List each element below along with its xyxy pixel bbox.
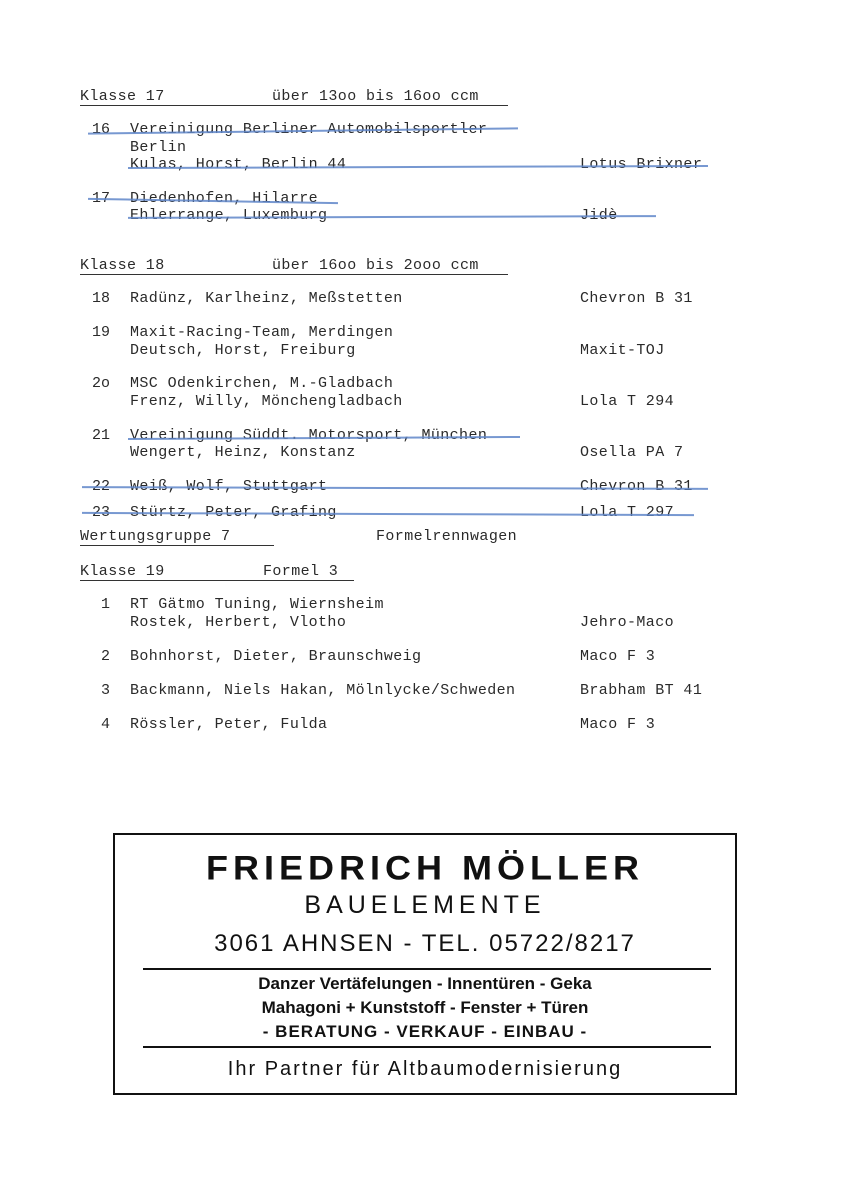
entry-car: Chevron B 31 [580, 478, 693, 495]
entry-team: Maxit-Racing-Team, Merdingen [130, 324, 394, 341]
klasse-18-label: Klasse 18 [80, 257, 165, 274]
entry-driver: Backmann, Niels Hakan, Mölnlycke/Schweden [130, 682, 516, 699]
ad-line3: - BERATUNG - VERKAUF - EINBAU - [262, 1022, 588, 1041]
entry-number: 23 [91, 504, 110, 521]
entry-number: 22 [91, 478, 110, 495]
entry-driver: Rössler, Peter, Fulda [130, 716, 328, 733]
entry-car: Maxit-TOJ [580, 342, 665, 359]
entry-team: RT Gätmo Tuning, Wiernsheim [130, 596, 384, 613]
klasse-19-label: Klasse 19 [80, 563, 165, 580]
entry-car: Lotus Brixner [580, 156, 703, 173]
advertisement-box [113, 833, 737, 1095]
ad-slogan: Ihr Partner für Altbaumodernisierung [227, 1058, 623, 1080]
ad-line2: Mahagoni + Kunststoff - Fenster + Türen [261, 998, 589, 1017]
ad-company-name: FRIEDRICH MÖLLER [206, 848, 644, 887]
entry-team: Vereinigung Berliner Automobilsportler [130, 121, 488, 138]
entry-number: 1 [100, 596, 110, 613]
entry-number: 19 [91, 324, 110, 341]
wertungsgruppe-label: Wertungsgruppe 7 [80, 528, 231, 545]
entry-city: Berlin [130, 139, 187, 156]
entry-number: 16 [91, 121, 110, 138]
entry-number: 4 [100, 716, 110, 733]
entry-car: Lola T 297 [580, 504, 675, 521]
entry-driver: Ehlerrange, Luxemburg [130, 207, 328, 224]
entry-driver: Bohnhorst, Dieter, Braunschweig [130, 648, 422, 665]
entry-car: Jidè [580, 207, 618, 224]
klasse-17-underline [80, 105, 508, 106]
klasse-18-underline [80, 274, 508, 275]
entry-car: Osella PA 7 [580, 444, 684, 461]
entry-team: Diedenhofen, Hilarre [130, 190, 319, 207]
entry-driver: Weiß, Wolf, Stuttgart [130, 478, 328, 495]
entry-car: Lola T 294 [580, 393, 675, 410]
entry-driver: Stürtz, Peter, Grafing [130, 504, 337, 521]
ad-divider [143, 1046, 711, 1048]
entry-driver: Kulas, Horst, Berlin 44 [130, 156, 347, 173]
entry-team: Vereinigung Süddt. Motorsport, München [130, 427, 488, 444]
entry-number: 2o [91, 375, 110, 392]
ad-divider [143, 968, 711, 970]
wertungsgruppe-category: Formelrennwagen [376, 528, 518, 545]
entry-car: Brabham BT 41 [580, 682, 703, 699]
entry-driver: Rostek, Herbert, Vlotho [130, 614, 347, 631]
ad-subtitle: BAUELEMENTE [304, 891, 546, 919]
entry-number: 18 [91, 290, 110, 307]
ad-address: 3061 AHNSEN - TEL. 05722/8217 [214, 930, 636, 957]
entry-number: 21 [91, 427, 110, 444]
entry-driver: Wengert, Heinz, Konstanz [130, 444, 356, 461]
entry-car: Maco F 3 [580, 648, 656, 665]
klasse-17-label: Klasse 17 [80, 88, 165, 105]
entry-number: 2 [100, 648, 110, 665]
klasse-19-underline [80, 580, 354, 581]
wertungsgruppe-underline [80, 545, 274, 546]
entry-team: MSC Odenkirchen, M.-Gladbach [130, 375, 394, 392]
klasse-17-range: über 13oo bis 16oo ccm [272, 88, 479, 105]
entry-car: Jehro-Maco [580, 614, 675, 631]
entry-car: Maco F 3 [580, 716, 656, 733]
entry-car: Chevron B 31 [580, 290, 693, 307]
entry-number: 17 [91, 190, 110, 207]
entry-driver: Radünz, Karlheinz, Meßstetten [130, 290, 403, 307]
ad-line1: Danzer Vertäfelungen - Innentüren - Geka [258, 974, 592, 993]
entry-number: 3 [100, 682, 110, 699]
klasse-19-range: Formel 3 [263, 563, 339, 580]
entry-driver: Deutsch, Horst, Freiburg [130, 342, 356, 359]
klasse-18-range: über 16oo bis 2ooo ccm [272, 257, 479, 274]
entry-driver: Frenz, Willy, Mönchengladbach [130, 393, 403, 410]
